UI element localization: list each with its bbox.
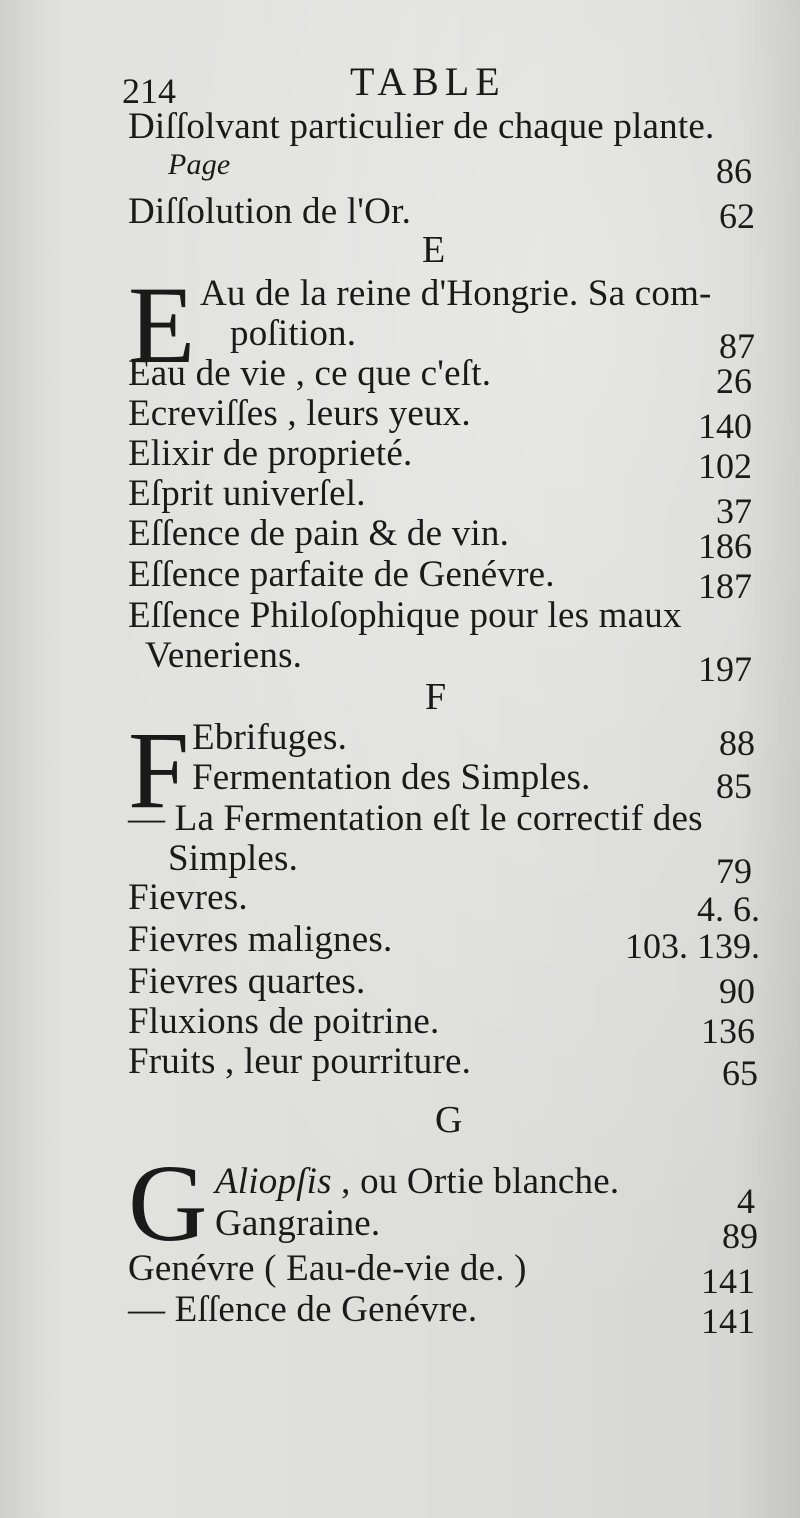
entry-page-label: Page (168, 148, 231, 181)
entry-text: Fievres malignes. (128, 919, 393, 960)
entry-text: Ebrifuges. (192, 717, 348, 758)
entry-page-number: 102 (698, 446, 752, 486)
entry-text: Fievres quartes. (128, 961, 366, 1002)
entry-page-number: 79 (716, 851, 752, 891)
entry-italic-term: Aliopſis (215, 1161, 332, 1202)
entry-page-number: 140 (698, 406, 752, 446)
entry-page-number: 136 (701, 1011, 755, 1051)
entry-text: Fermentation des Simples. (192, 757, 591, 798)
entry-page-number: 103. 139. (625, 926, 760, 966)
entry-text: Fluxions de poitrine. (128, 1001, 440, 1042)
entry-text: Gangraine. (215, 1203, 381, 1244)
entry-page-number: 4 (737, 1181, 755, 1221)
entry-text: Eſſence de pain & de vin. (128, 513, 510, 554)
entry-text (215, 1160, 619, 1203)
entry-text: Veneriens. (145, 635, 303, 676)
entry-page-number: 86 (716, 151, 752, 191)
page-title: TABLE (350, 59, 506, 104)
entry-page-number: 85 (716, 766, 752, 806)
entry-text: Eſſence parfaite de Genévre. (128, 554, 555, 595)
entry-text: poſition. (230, 313, 357, 354)
drop-cap: G (128, 1142, 208, 1264)
entry-page-number: 186 (698, 526, 752, 566)
entry-page-number: 88 (719, 723, 755, 763)
section-letter: F (425, 676, 447, 718)
entry-text: Simples. (168, 838, 299, 879)
entry-page-number: 141 (701, 1301, 755, 1341)
entry-page-number: 62 (719, 196, 755, 236)
entry-text: Eſſence Philoſophique pour les maux (128, 595, 682, 636)
section-letter: G (435, 1099, 463, 1141)
entry-text: Elixir de proprieté. (128, 433, 413, 474)
entry-text: Eſprit univerſel. (128, 473, 366, 514)
entry-page-number: 4. 6. (697, 889, 760, 929)
drop-cap: F (128, 709, 190, 831)
entry-page-number: 187 (698, 566, 752, 606)
drop-cap: E (128, 264, 196, 386)
entry-text: Diſſolvant particulier de chaque plante. (128, 106, 715, 147)
entry-text-rest: , ou Ortie blanche. (331, 1161, 620, 1202)
entry-text: — La Fermentation eſt le correctif des (128, 798, 703, 839)
section-letter: E (422, 229, 446, 271)
entry-page-number: 65 (722, 1053, 758, 1093)
entry-text: Fruits , leur pourriture. (128, 1041, 472, 1082)
page-number: 214 (122, 71, 176, 111)
entry-page-number: 90 (719, 971, 755, 1011)
entry-text: Au de la reine d'Hongrie. Sa com- (200, 273, 712, 314)
entry-page-number: 89 (722, 1216, 758, 1256)
entry-page-number: 26 (716, 361, 752, 401)
entry-text: — Eſſence de Genévre. (128, 1289, 478, 1330)
entry-page-number: 197 (698, 649, 752, 689)
entry-text: Fievres. (128, 877, 248, 918)
entry-page-number: 87 (719, 326, 755, 366)
entry-page-number: 37 (716, 491, 752, 531)
entry-page-number: 141 (701, 1261, 755, 1301)
entry-text: Eau de vie , ce que c'eſt. (128, 353, 492, 394)
entry-text: Ecreviſſes , leurs yeux. (128, 393, 471, 434)
entry-text: Diſſolution de l'Or. (128, 191, 412, 232)
entry-text: Genévre ( Eau-de-vie de. ) (128, 1248, 527, 1289)
